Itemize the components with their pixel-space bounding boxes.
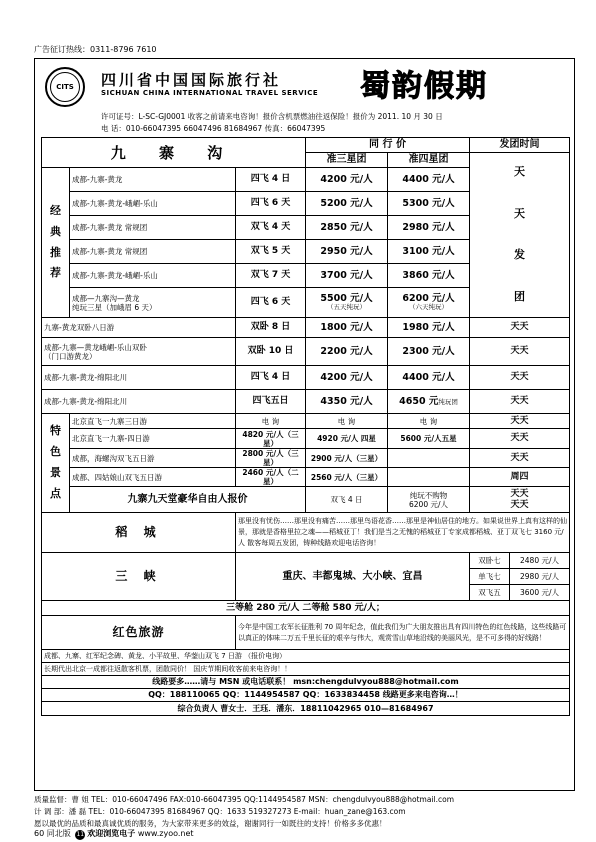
q3-header: 准三星团: [306, 153, 388, 168]
sanxia-price: 3600 元/人: [510, 585, 570, 601]
special-route: 北京直飞一九寨-四日游: [70, 429, 236, 449]
mode: 四飞 6 天: [236, 288, 306, 318]
price-q3: 2950 元/人: [306, 240, 388, 264]
price-q4: 3860 元/人: [388, 264, 470, 288]
company-cn-name: 四川省中国国际旅行社: [101, 71, 282, 89]
vip-title: 九寨九天堂豪华自由人报价: [70, 487, 306, 513]
special-p2: 2900 元/人（三星）: [306, 449, 388, 468]
vip-dep1: 天天: [510, 488, 529, 499]
special-route: 成都、四姑娘山双飞五日游: [70, 468, 236, 487]
mode: 四飞 6 天: [236, 192, 306, 216]
special-p1: 电 询: [236, 414, 306, 429]
price-note: （六天纯玩）: [409, 303, 448, 312]
route: 九寨-黄龙双卧八日游: [42, 318, 236, 338]
depart: 天天: [470, 414, 570, 429]
ticket-notice: 长期代出北京一成都往返散客机票，团散同价！ 国庆节期间收客前来电咨询！！: [42, 663, 570, 676]
mode: 双卧 10 日: [236, 338, 306, 366]
browse-tag: 欢迎浏览电子: [87, 829, 136, 838]
red-label: 红色旅游: [42, 616, 236, 650]
page-footer: [34, 828, 194, 840]
phone-line: 电 话：010-66047395 66047496 81684967 传真：66047395: [101, 124, 326, 133]
qq-line: QQ：188110065 QQ：1144954587 QQ：1633834458 线路更多来电咨询…！: [42, 689, 570, 702]
route: 成都-九寨-黄龙-峨嵋-乐山: [70, 264, 236, 288]
depart: 天天: [470, 429, 570, 449]
depart-header: 发团时间: [470, 138, 570, 153]
price-q4: 4400 元/人: [388, 366, 470, 390]
footer: [34, 794, 575, 830]
red-line: 成都、九寨、红军纪念碑、黄龙、小平故里、华蓥山双飞 7 日游 （报价电询）: [42, 650, 570, 663]
price-q4: 1980 元/人: [388, 318, 470, 338]
daocheng-label: 稻 城: [42, 513, 236, 553]
depart: 天天: [470, 390, 570, 414]
badge-icon: 11: [76, 831, 85, 838]
price-value: 5500 元/人: [320, 292, 373, 304]
route: 成都-九寨-黄龙-绵阳北川: [42, 366, 236, 390]
vip-options: [388, 487, 470, 513]
price-q3: 4350 元/人: [306, 390, 388, 414]
sanxia-opt: 双卧七: [470, 553, 510, 569]
special-p3: [388, 468, 470, 487]
route: [70, 288, 236, 318]
mode: 双卧 8 日: [236, 318, 306, 338]
depart: 天天: [470, 338, 570, 366]
route-line2: 纯玩三星（加峨眉 6 天）: [72, 302, 157, 312]
site-url[interactable]: www.zyoo.net: [137, 829, 194, 838]
vip-opt2: 6200 元/人: [409, 499, 448, 509]
mode: 四飞 4 日: [236, 366, 306, 390]
vip-dep2: 天天: [510, 499, 529, 510]
price-q4: 5300 元/人: [388, 192, 470, 216]
q4-header: 准四星团: [388, 153, 470, 168]
price-value: 6200 元/人: [402, 292, 455, 304]
route: 成都-九寨-黄龙: [70, 168, 236, 192]
contact-line: 线路要多……请与 MSN 或电话联系！ msn:chengdulvyou888@hotmail.com: [42, 676, 570, 689]
price-q4: 4400 元/人: [388, 168, 470, 192]
jiuzhaigou-title: 九 寨 沟: [42, 138, 306, 168]
sanxia-label: 三 峡: [42, 553, 236, 601]
mode: 四飞五日: [236, 390, 306, 414]
vip-opt1: 纯玩不购物: [409, 490, 448, 500]
special-p2: 2560 元/人（三星）: [306, 468, 388, 487]
depart: 天天: [470, 449, 570, 468]
special-p1: 2460 元/人（二星）: [236, 468, 306, 487]
classic-depart: 天 天 发 团: [470, 153, 570, 318]
sanxia-route: 重庆、丰都鬼城、大小峡、宜昌: [236, 553, 470, 601]
special-p3: 电 询: [388, 414, 470, 429]
vip-mode: 双飞 4 日: [306, 487, 388, 513]
special-route: 北京直飞一九寨三日游: [70, 414, 236, 429]
license-line: 许可证号：L-SC-GJ0001 收客之前请来电咨询！报价含机票燃油往返保险！报价为 2011. 10 月 30 日: [101, 112, 443, 121]
price-q3: 2200 元/人: [306, 338, 388, 366]
peer-price-header: 同 行 价: [306, 138, 470, 153]
price-note: （五天纯玩）: [327, 303, 366, 312]
price-q3: 4200 元/人: [306, 366, 388, 390]
route-line1: 成都-九寨—黄龙峨嵋-乐山双卧: [44, 342, 147, 352]
price-q3: 5200 元/人: [306, 192, 388, 216]
depart: 天天: [470, 366, 570, 390]
price-q3: 1800 元/人: [306, 318, 388, 338]
mode: 双飞 5 天: [236, 240, 306, 264]
cits-logo: [45, 67, 85, 107]
brand-title: 蜀韵假期: [360, 69, 488, 104]
sanxia-price: 2980 元/人: [510, 569, 570, 585]
price-q4: 2300 元/人: [388, 338, 470, 366]
special-p2: 4920 元/人 四星: [306, 429, 388, 449]
daocheng-text: 那里没有忧伤……那里没有痛苦……那里鸟语花香……那里是神仙居住的地方。如果说世界上真有这样的仙景，那就是香格里拉之魂——稻城亚丁！我们是当之无愧的稻城亚丁专家成都稻城、亚丁双飞七 3160 元/人 散客每周五发团，铸种线路欢迎电话咨询！: [236, 513, 570, 553]
route: 成都-九寨-黄龙 常规团: [70, 240, 236, 264]
route: 成都-九寨-黄龙-绵阳北川: [42, 390, 236, 414]
price-q4: 2980 元/人: [388, 216, 470, 240]
red-text: 今年是中国工农军长征胜利 70 周年纪念，值此我们为广大朋友推出具有四川特色的红色线路，这些线路可以真正的体味二万五千里长征的艰辛与伟大，观赏雪山草地沿线的美丽风光，是不可多得的好线路！: [236, 616, 570, 650]
footer-line3: 愿以最优的品质和最真诚优质的服务，为大家带来更多的效益，谢谢同行一如既往的支持！价格多多优惠！: [34, 819, 387, 828]
depart: 天天: [470, 318, 570, 338]
edition: 同北版: [46, 829, 71, 838]
price-value: 4650 元: [399, 395, 439, 407]
sanxia-cabin: 三等舱 280 元/人 二等舱 580 元/人；: [42, 601, 570, 616]
page-number: 60: [34, 829, 45, 838]
special-p2: 电 询: [306, 414, 388, 429]
special-p1: 4820 元/人（三星）: [236, 429, 306, 449]
logo-text: CITS: [50, 72, 80, 102]
route: 成都-九寨-黄龙 常规团: [70, 216, 236, 240]
route: [42, 338, 236, 366]
price-q3: [306, 288, 388, 318]
price-q3: 2850 元/人: [306, 216, 388, 240]
sanxia-price: 2480 元/人: [510, 553, 570, 569]
special-route: 成都，海螺沟双飞五日游: [70, 449, 236, 468]
price-q4: 3100 元/人: [388, 240, 470, 264]
footer-line2: 计 调 部：潘 磊 TEL：010-66047395 81684967 QQ：1633 519327273 E-mail：huan_zane@163.com: [34, 807, 406, 816]
special-p1: 2800 元/人（三星）: [236, 449, 306, 468]
route: 成都-九寨-黄龙-峨嵋-乐山: [70, 192, 236, 216]
classic-label: 经 典 推 荐: [42, 168, 70, 318]
depart: 周四: [470, 468, 570, 487]
sanxia-opt: 单飞七: [470, 569, 510, 585]
ad-frame: [34, 58, 575, 791]
sanxia-opt: 双飞五: [470, 585, 510, 601]
special-p3: 5600 元/人五星: [388, 429, 470, 449]
mode: 双飞 4 天: [236, 216, 306, 240]
special-label: 特 色 景 点: [42, 414, 70, 513]
leader-line: 综合负责人 曹女士．王珏．潘东．18811042965 010—81684967: [42, 702, 570, 716]
price-table: [41, 137, 570, 716]
ad-hotline: 广告征订热线：0311-8796 7610: [34, 45, 157, 54]
price-q4: [388, 288, 470, 318]
route-line2: （门口游黄龙）: [44, 351, 97, 361]
price-note: 纯玩团: [438, 397, 458, 406]
footer-line1: 质量监督：曹 姐 TEL：010-66047496 FAX:010-66047395 QQ:1144954587 MSN：chengdulvyou888@hotmail.com: [34, 795, 455, 804]
route-line1: 成都—九寨沟—黄龙: [72, 293, 140, 303]
mode: 四飞 4 日: [236, 168, 306, 192]
vip-depart: [470, 487, 570, 513]
price-q4: [388, 390, 470, 414]
price-q3: 4200 元/人: [306, 168, 388, 192]
special-p3: [388, 449, 470, 468]
mode: 双飞 7 天: [236, 264, 306, 288]
price-q3: 3700 元/人: [306, 264, 388, 288]
company-en-name: SICHUAN CHINA INTERNATIONAL TRAVEL SERVICE: [101, 89, 319, 97]
